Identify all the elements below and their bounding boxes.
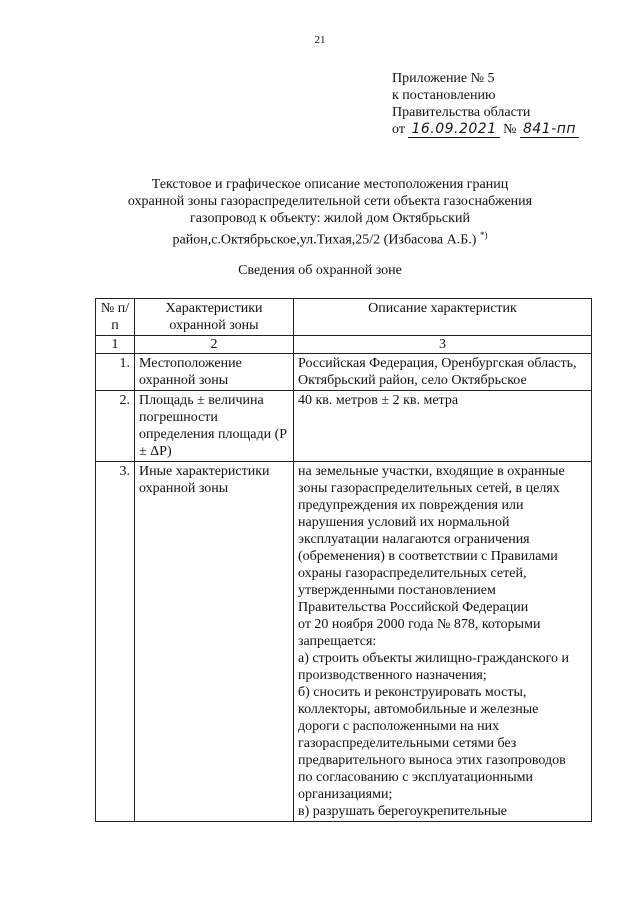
col-number-2: 2 [135,336,294,354]
desc-line: утвержденными постановлением [298,583,496,598]
table-row [96,391,592,462]
row-number: 1. [96,354,135,391]
column-number-row [96,336,592,354]
desc-line: дороги с расположенными на них [298,719,500,734]
page-number: 21 [314,34,326,46]
handwritten-date: 16.09.2021 [408,121,499,138]
title-line-4-text: район,с.Октябрьское,ул.Тихая,25/2 (Избасова А.Б.) [172,232,477,248]
table-row [96,462,592,822]
row-description: 40 кв. метров ± 2 кв. метра [294,391,592,462]
desc-line: охраны газораспределительных сетей, [298,566,527,581]
title-line-2: охранной зоны газораспределительной сети объекта газоснабжения [127,194,533,209]
section-subtitle: Сведения об охранной зоне [238,263,402,278]
appendix-line-2: к постановлению [392,88,496,103]
desc-line: газораспределительными сетями без [298,736,517,751]
desc-line: по согласованию с эксплуатационными [298,770,533,785]
desc-line: предварительного выноса этих газопроводов [298,753,566,768]
appendix-block [392,70,579,138]
desc-line: организациями; [298,787,393,802]
desc-line: в) разрушать берегоукрепительные [298,804,508,819]
table-row [96,354,592,391]
appendix-line-3: Правительства области [392,105,531,120]
row-characteristic: Площадь ± величина погрешности определения площади (Р ± ΔР) [135,391,294,462]
protection-zone-table [95,298,592,822]
desc-line: на земельные участки, входящие в охранные [298,464,565,479]
desc-line: а) строить объекты жилищно-гражданского и [298,651,569,666]
desc-line: коллекторы, автомобильные и железные [298,702,539,717]
row-characteristic: Иные характеристики охранной зоны [135,462,294,822]
desc-line: предупреждения их повреждения или [298,498,524,513]
footnote-mark: *) [479,230,488,240]
desc-line: эксплуатации налагаются ограничения [298,532,530,547]
col-number-3: 3 [294,336,592,354]
row-description: Российская Федерация, Оренбургская область, Октябрьский район, село Октябрьское [294,354,592,391]
number-prefix: № [503,122,517,137]
row-description [294,462,592,822]
row-number: 2. [96,391,135,462]
row-number: 3. [96,462,135,822]
appendix-date-line [392,121,579,138]
handwritten-number: 841-пп [520,121,579,138]
desc-line: зоны газораспределительных сетей, в целях [298,481,560,496]
row-characteristic: Местоположение охранной зоны [135,354,294,391]
document-title [80,176,580,249]
appendix-line-1: Приложение № 5 [392,71,495,86]
desc-line: Правительства Российской Федерации [298,600,529,615]
header-number: № п/п [96,299,135,336]
desc-line: нарушения условий их нормальной [298,515,510,530]
desc-line: запрещается: [298,634,377,649]
desc-line: б) сносить и реконструировать мосты, [298,685,527,700]
table-header-row [96,299,592,336]
desc-line: (обременения) в соответствии с Правилами [298,549,558,564]
header-description: Описание характеристик [294,299,592,336]
desc-line: производственного назначения; [298,668,487,683]
title-line-4 [80,227,580,249]
date-prefix: от [392,122,405,137]
col-number-1: 1 [96,336,135,354]
title-line-1: Текстовое и графическое описание местоположения границ [151,177,509,192]
header-characteristics: Характеристики охранной зоны [135,299,294,336]
desc-line: от 20 ноября 2000 года № 878, которыми [298,617,541,632]
title-line-3: газопровод к объекту: жилой дом Октябрьский [190,211,470,226]
